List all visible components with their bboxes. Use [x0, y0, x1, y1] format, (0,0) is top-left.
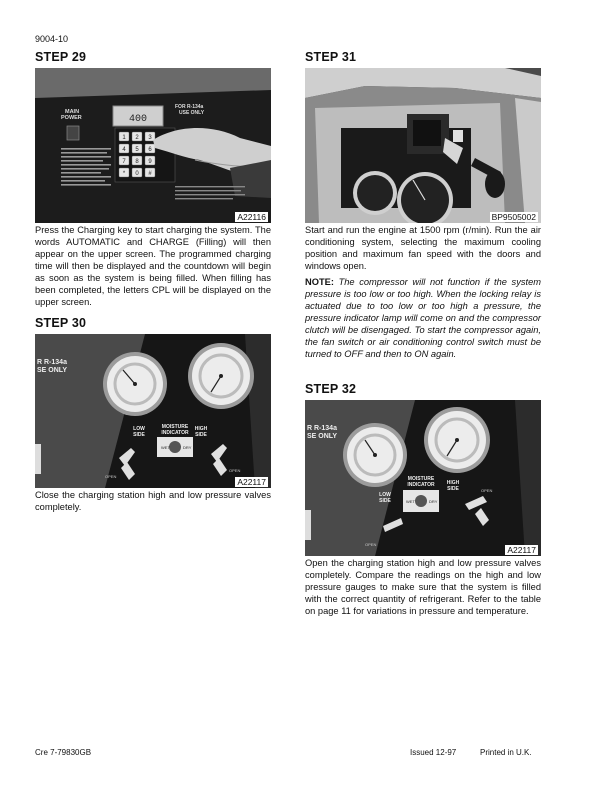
high-side-label-1-b: HIGH — [446, 480, 460, 486]
step-31-title: STEP 31 — [305, 50, 357, 64]
svg-text:DRY: DRY — [183, 445, 192, 450]
moisture-label-1-b: MOISTURE — [407, 476, 435, 482]
step-29-image-code: A22116 — [237, 212, 266, 222]
step-31-photo — [305, 68, 541, 223]
svg-text:8: 8 — [135, 159, 139, 165]
step-30-photo — [35, 334, 271, 488]
open-right-label-b: OPEN — [481, 488, 493, 493]
r134a-label-line2-b: SE ONLY — [307, 433, 338, 440]
for-r134a-line1: FOR R-134a — [175, 104, 204, 110]
step-32-text: Open the charging station high and low pressure valves completely. Compare the readings on the high and low pressure gauges to make sure that the system is filled with the correct quantity of refrigerant. Refer to the table on page 11 for variations in pressure and temperature. — [305, 558, 541, 616]
high-side-gauge-icon-b — [424, 407, 490, 473]
svg-text:5: 5 — [135, 147, 139, 153]
footer-printed: Printed in U.K. — [480, 748, 532, 757]
main-power-line2: POWER — [61, 115, 82, 121]
low-side-label-2: SIDE — [133, 432, 145, 438]
step-29-text: Press the Charging key to start charging the system. The words AUTOMATIC and CHARGE (Filling) will then appear on the upper screen. The programmed charging time will then be displayed and the countdown will begin as soon as the system is being filled. When filling has been completed, the letters CPL will be displayed on the upper screen. — [35, 225, 271, 307]
step-32-photo — [305, 400, 541, 556]
svg-text:9: 9 — [148, 159, 152, 165]
high-side-label-1: HIGH — [194, 426, 208, 432]
open-left-label: OPEN — [105, 474, 117, 479]
step-32-image-code: A22117 — [507, 545, 536, 555]
step-31-image-code: BP9505002 — [491, 212, 536, 222]
page-number: 9004-10 — [35, 34, 69, 44]
low-side-label-1: LOW — [133, 426, 145, 432]
svg-text:*: * — [122, 171, 126, 177]
open-left-label-b: OPEN — [365, 542, 377, 547]
low-side-gauge-icon-b — [343, 423, 407, 487]
r134a-label-line2: SE ONLY — [37, 367, 68, 374]
moisture-label-2: INDICATOR — [161, 430, 189, 436]
for-r134a-line2: USE ONLY — [179, 110, 205, 116]
lcd-readout: 400 — [128, 114, 148, 125]
svg-text:4: 4 — [122, 147, 126, 153]
footer-document-code: Cre 7-79830GB — [35, 748, 92, 757]
main-power-line1: MAIN — [65, 109, 80, 115]
step-32-title: STEP 32 — [305, 382, 357, 396]
svg-text:1: 1 — [122, 135, 126, 141]
step-31-note — [305, 276, 541, 360]
svg-text:WET: WET — [406, 499, 415, 504]
moisture-label-2-b: INDICATOR — [407, 482, 435, 488]
high-side-gauge-icon — [188, 343, 254, 409]
r134a-label-line1-b: R R-134a — [307, 425, 337, 432]
svg-text:6: 6 — [148, 147, 152, 153]
dashboard-illustration — [305, 68, 541, 223]
step-30-text: Close the charging station high and low pressure valves completely. — [35, 490, 271, 512]
step-31-text: Start and run the engine at 1500 rpm (r/min). Run the air conditioning system, selecting the maximum cooling position and maximum fan speed with the doors and windows open. — [305, 225, 541, 271]
gauge-panel-illustration-2 — [305, 400, 541, 556]
step-30-title: STEP 30 — [35, 316, 87, 330]
step-29-photo — [35, 68, 271, 223]
moisture-label-1: MOISTURE — [161, 424, 189, 430]
r134a-label-line1: R R-134a — [37, 359, 67, 366]
svg-text:0: 0 — [135, 171, 139, 177]
open-right-label: OPEN — [229, 468, 241, 473]
power-switch-icon — [67, 126, 79, 140]
high-side-label-2-b: SIDE — [447, 486, 459, 492]
low-side-label-2-b: SIDE — [379, 498, 391, 504]
svg-text:WET: WET — [161, 445, 170, 450]
note-text: The compressor will not function if the system pressure is too low or too high. When the locking relay is actuated due to too low or too high a pressure, the pressure indicator lamp will come on and the compressor clutch will be disengaged. To start the compressor again, the fan switch or air conditioning control switch must be turned to OFF and then to ON again. — [305, 277, 541, 359]
low-side-label-1-b: LOW — [379, 492, 391, 498]
charging-keypad-illustration — [35, 68, 271, 223]
note-label: NOTE: — [305, 277, 334, 287]
svg-text:3: 3 — [148, 135, 152, 141]
svg-text:#: # — [148, 171, 152, 177]
low-side-gauge-icon — [103, 352, 167, 416]
footer-issued: Issued 12-97 — [410, 748, 457, 757]
svg-text:2: 2 — [135, 135, 139, 141]
step-30-image-code: A22117 — [237, 477, 266, 487]
gauge-panel-illustration — [35, 334, 271, 488]
svg-text:7: 7 — [122, 159, 126, 165]
high-side-label-2: SIDE — [195, 432, 207, 438]
step-29-title: STEP 29 — [35, 50, 87, 64]
svg-text:DRY: DRY — [429, 499, 438, 504]
